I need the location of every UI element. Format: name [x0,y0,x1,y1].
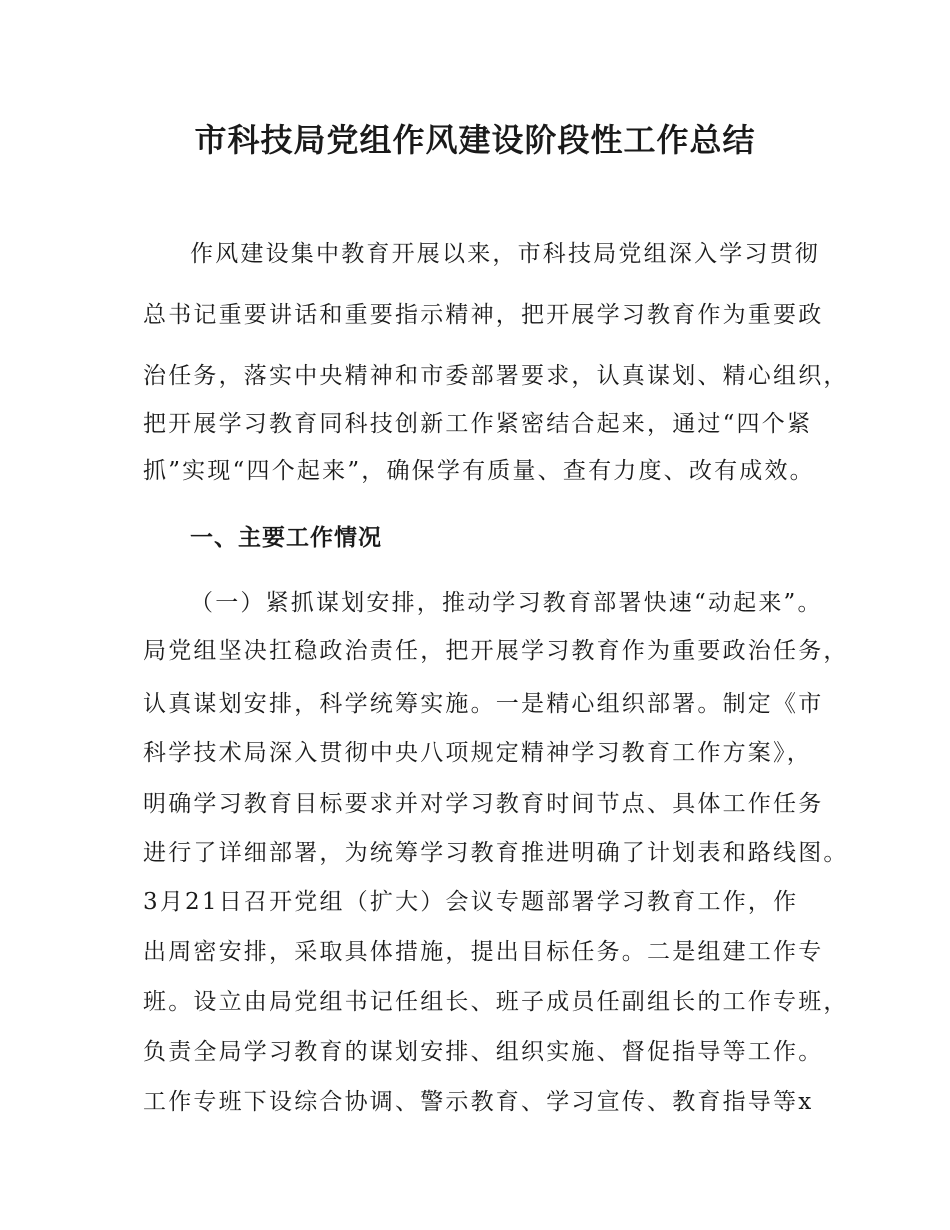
section-line-1: （一）紧抓谋划安排，推动学习教育部署快速“动起来”。 [190,590,823,616]
section-line-6: 进行了详细部署，为统筹学习教育推进明确了计划表和路线图。 [143,840,849,866]
section-line-3: 认真谋划安排，科学统筹实施。一是精心组织部署。制定《市 [143,691,824,717]
intro-line-3: 治任务，落实中央精神和市委部署要求，认真谋划、精心组织， [143,363,849,389]
intro-line-4: 把开展学习教育同科技创新工作紧密结合起来，通过“四个紧 [143,411,813,437]
intro-line-2: 总书记重要讲话和重要指示精神，把开展学习教育作为重要政 [143,302,824,328]
section-heading: 一、主要工作情况 [190,525,382,551]
section-line-2: 局党组坚决扛稳政治责任，把开展学习教育作为重要政治任务， [143,638,849,664]
section-line-7: 3月21日召开党组（扩大）会议专题部署学习教育工作，作 [143,889,799,915]
section-line-8: 出周密安排，采取具体措施，提出目标任务。二是组建工作专 [143,939,824,965]
section-line-5: 明确学习教育目标要求并对学习教育时间节点、具体工作任务 [143,791,824,817]
intro-line-5: 抓”实现“四个起来”，确保学有质量、查有力度、改有成效。 [143,458,815,484]
intro-line-1: 作风建设集中教育开展以来，市科技局党组深入学习贯彻 [190,241,820,267]
section-line-9: 班。设立由局党组书记任组长、班子成员任副组长的工作专班， [143,989,849,1015]
document-title: 市科技局党组作风建设阶段性工作总结 [194,121,756,159]
section-line-11: 工作专班下设综合协调、警示教育、学习宣传、教育指导等x [143,1089,814,1115]
section-line-10: 负责全局学习教育的谋划安排、组织实施、督促指导等工作。 [143,1039,824,1065]
section-line-4: 科学技术局深入贯彻中央八项规定精神学习教育工作方案》， [143,740,812,766]
